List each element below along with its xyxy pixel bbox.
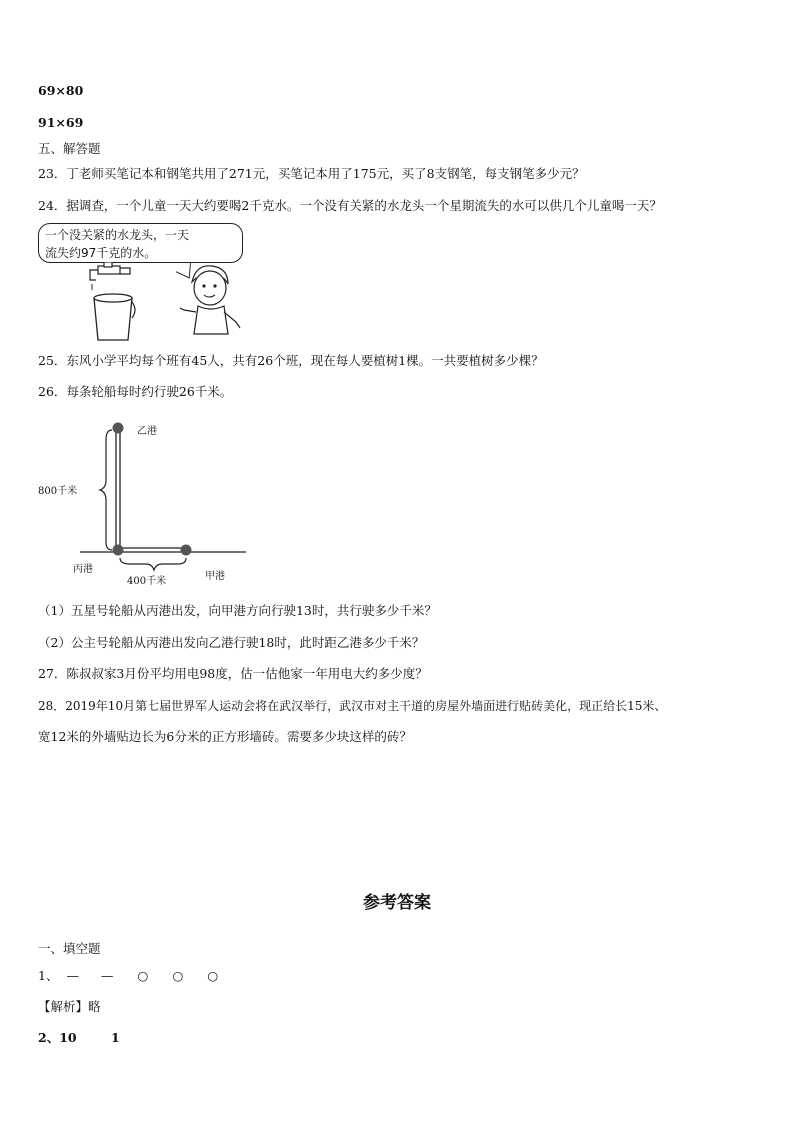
answer-1-mark-3: ○ (137, 968, 149, 983)
question-28-line-2: 宽12米的外墙贴边长为6分米的正方形墙砖。需要多少块这样的砖？ (38, 729, 412, 744)
question-23: 23．丁老师买笔记本和钢笔共用了271元，买笔记本用了175元，买了8支钢笔，每支钢笔多少元？ (38, 166, 585, 181)
answer-2-first: 2、10 (38, 1030, 77, 1045)
answers-title: 参考答案 (363, 893, 431, 913)
answer-1-prefix: 1、 (38, 968, 59, 983)
label-port-b: 乙港 (137, 426, 157, 437)
port-a-marker (181, 545, 192, 556)
question-26-2: （2）公主号轮船从丙港出发向乙港行驶18时，此时距乙港多少千米？ (38, 635, 425, 650)
bubble-line-1: 一个没关紧的水龙头，一天 (45, 228, 190, 242)
port-c-marker (113, 545, 124, 556)
calc-item-1: 69×80 (38, 83, 84, 98)
faucet-bucket-illustration (80, 262, 160, 342)
answer-2-second: 1 (110, 1030, 120, 1045)
bubble-line-2: 流失约97千克的水。 (45, 246, 157, 260)
calc-item-2: 91×69 (38, 115, 84, 130)
answer-1-note: 【解析】略 (38, 999, 101, 1014)
answer-1 (38, 968, 218, 984)
section-title: 五、解答题 (38, 141, 101, 156)
answer-2 (38, 1030, 120, 1046)
answers-section-1: 一、填空题 (38, 941, 101, 956)
question-26-1: （1）五星号轮船从丙港出发，向甲港方向行驶13时，共行驶多少千米？ (38, 603, 437, 618)
speech-bubble (38, 223, 243, 263)
label-800km: 800千米 (38, 486, 78, 497)
label-port-a: 甲港 (205, 571, 225, 582)
port-b-marker (113, 423, 124, 434)
answer-1-mark-5: ○ (207, 968, 219, 983)
label-port-c: 丙港 (73, 564, 93, 575)
answer-1-mark-2: — (100, 968, 114, 983)
vertical-brace (100, 430, 112, 550)
answer-1-mark-4: ○ (172, 968, 184, 983)
boy-illustration (178, 262, 248, 342)
port-map-diagram (0, 410, 300, 590)
question-28-line-1: 28．2019年10月第七届世界军人运动会将在武汉举行，武汉市对主干道的房屋外墙面进行贴砖美化，现正给长15米、 (38, 699, 667, 713)
question-24: 24．据调查，一个儿童一天大约要喝2千克水。一个没有关紧的水龙头一个星期流失的水可以供几个儿童喝一天？ (38, 198, 662, 213)
question-25: 25．东风小学平均每个班有45人，共有26个班，现在每人要植树1棵。一共要植树多少棵？ (38, 353, 544, 368)
label-400km: 400千米 (127, 576, 167, 587)
horizontal-brace (120, 558, 186, 570)
answer-1-mark-1: — (66, 968, 79, 983)
question-26: 26．每条轮船每时约行驶26千米。 (38, 384, 233, 399)
question-27: 27．陈叔叔家3月份平均用电98度，估一估他家一年用电大约多少度？ (38, 666, 428, 681)
